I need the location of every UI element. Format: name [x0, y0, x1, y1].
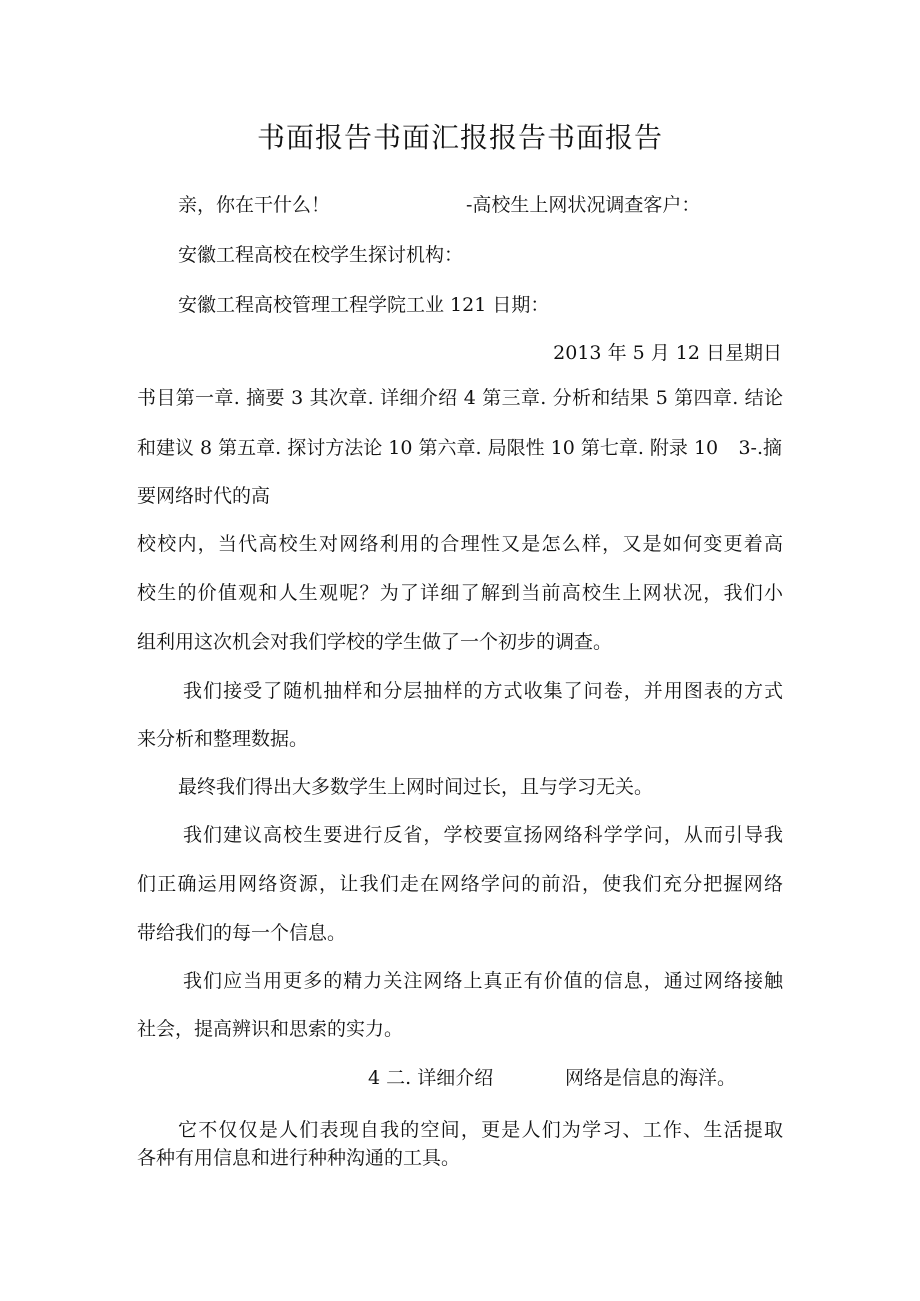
paragraph-1-line-1: 校校内，当代高校生对网络利用的合理性又是怎么样，又是如何变更着高 — [137, 533, 783, 555]
toc-line-2-tail: 3-.摘 — [738, 437, 782, 459]
toc-line-1: 书目第一章. 摘要 3 其次章. 详细介绍 4 第三章. 分析和结果 5 第四章. 结论 — [137, 387, 783, 409]
date-line: 2013 年 5 月 12 日星期日 — [553, 342, 782, 364]
paragraph-1-line-3: 组利用这次机会对我们学校的学生做了一个初步的调查。 — [137, 631, 613, 653]
institution-line: 安徽工程高校管理工程学院工业 121 日期： — [178, 294, 550, 316]
paragraph-4-line-1: 我们建议高校生要进行反省，学校要宣扬网络科学学问，从而引导我 — [183, 824, 783, 846]
section-2-heading-tail: 网络是信息的海洋。 — [565, 1067, 737, 1089]
client-line: 安徽工程高校在校学生探讨机构： — [178, 244, 464, 266]
paragraph-3-line-1: 最终我们得出大多数学生上网时间过长，且与学习无关。 — [178, 776, 654, 798]
paragraph-5-line-1: 我们应当用更多的精力关注网络上真正有价值的信息，通过网络接触 — [183, 970, 783, 992]
paragraph-2-line-1: 我们接受了随机抽样和分层抽样的方式收集了问卷，并用图表的方式 — [183, 680, 783, 702]
section-2-paragraph-line-1: 它不仅仅是人们表现自我的空间，更是人们为学习、工作、生活提取 — [178, 1119, 783, 1141]
survey-subject-line: -高校生上网状况调查客户： — [466, 194, 701, 216]
toc-line-2: 和建议 8 第五章. 探讨方法论 10 第六章. 局限性 10 第七章. 附录 10 — [137, 437, 719, 459]
paragraph-2-line-2: 来分析和整理数据。 — [137, 728, 309, 750]
paragraph-1-line-2: 校生的价值观和人生观呢？为了详细了解到当前高校生上网状况，我们小 — [137, 582, 783, 604]
section-2-paragraph-line-2: 各种有用信息和进行种种沟通的工具。 — [137, 1147, 461, 1169]
paragraph-5-line-2: 社会，提高辨识和思索的实力。 — [137, 1018, 404, 1040]
document-title: 书面报告书面汇报报告书面报告 — [256, 121, 663, 154]
paragraph-4-line-2: 们正确运用网络资源，让我们走在网络学问的前沿，使我们充分把握网络 — [137, 873, 783, 895]
greeting-line: 亲，你在干什么！ — [178, 194, 331, 216]
paragraph-4-line-3: 带给我们的每一个信息。 — [137, 922, 347, 944]
toc-line-3: 要网络时代的高 — [137, 485, 271, 507]
section-2-heading: 4 二. 详细介绍 — [368, 1067, 494, 1089]
